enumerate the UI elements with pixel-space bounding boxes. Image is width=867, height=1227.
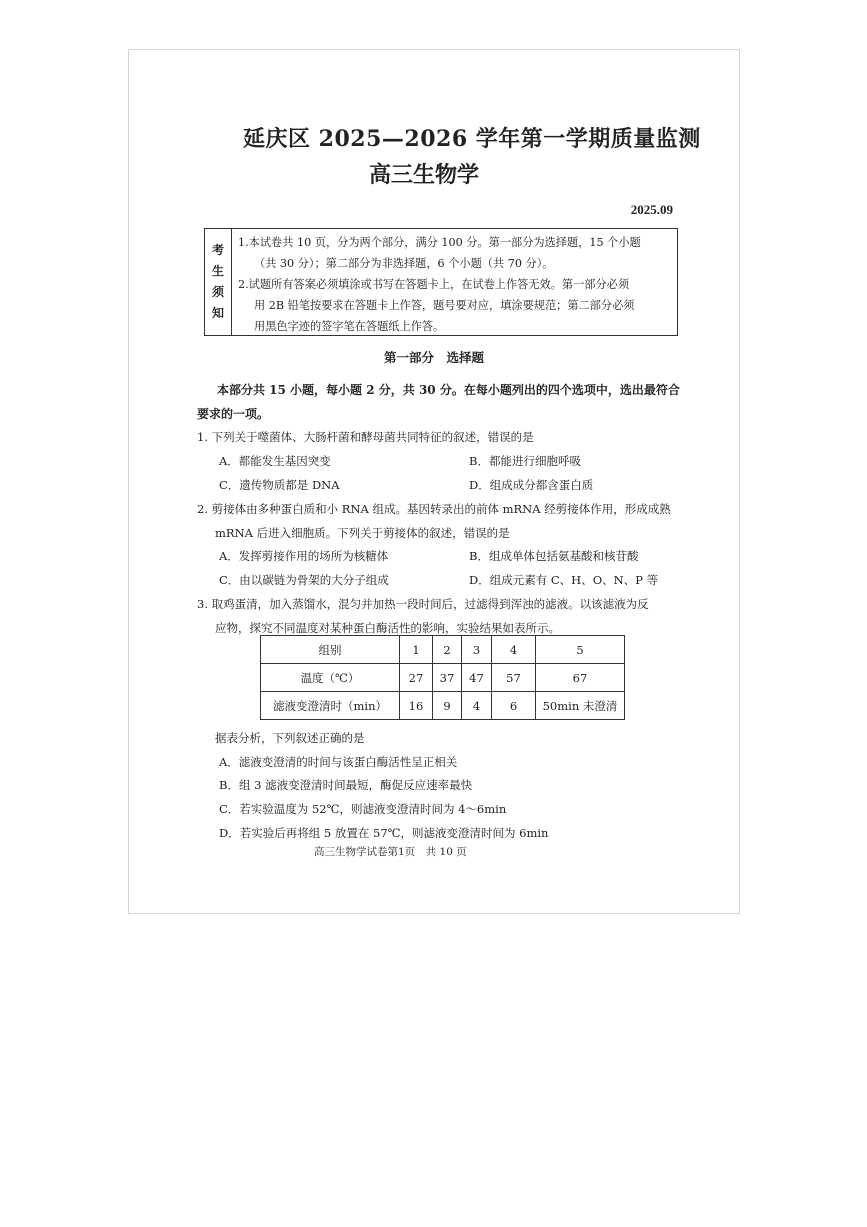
table-cell: 67: [536, 664, 625, 692]
row-label: 滤液变澄清时（min）: [261, 692, 400, 720]
experiment-table: [260, 635, 625, 720]
table-cell: 5: [536, 636, 625, 664]
table-cell: 9: [433, 692, 462, 720]
row-label: 组别: [261, 636, 400, 664]
notice-box: [204, 228, 678, 336]
section-instructions: 本部分共 15 小题，每小题 2 分，共 30 分。在每小题列出的四个选项中，选出最符合要求的一项。: [197, 383, 680, 421]
row-label: 温度（℃）: [261, 664, 400, 692]
section-title: 第一部分 选择题: [384, 350, 485, 365]
question-2-stem-cont: mRNA 后进入细胞质。下列关于剪接体的叙述，错误的是: [215, 526, 510, 540]
q3-option-d: D．若实验后再将组 5 放置在 57℃，则滤液变澄清时间为 6min: [219, 826, 549, 840]
q1-option-c: C．遗传物质都是 DNA: [219, 478, 340, 492]
q3-option-c: C．若实验温度为 52℃，则滤液变澄清时间为 4～6min: [219, 802, 507, 816]
table-cell: 2: [433, 636, 462, 664]
notice-text: [232, 229, 677, 335]
notice-label-char: 生: [211, 264, 224, 278]
table-row: [261, 692, 625, 720]
notice-label-char: 须: [211, 285, 224, 299]
table-cell: 4: [462, 692, 492, 720]
table-cell: 4: [492, 636, 536, 664]
notice-label-char: 知: [211, 306, 224, 320]
table-cell: 1: [400, 636, 433, 664]
q2-option-b: B．组成单体包括氨基酸和核苷酸: [469, 549, 639, 563]
notice-line: 1.本试卷共 10 页，分为两个部分，满分 100 分。第一部分为选择题，15 个小题: [238, 236, 641, 249]
table-cell: 27: [400, 664, 433, 692]
question-3-stem: 3. 取鸡蛋清，加入蒸馏水，混匀并加热一段时间后，过滤得到浑浊的滤液。以该滤液为反: [197, 597, 649, 611]
exam-subject: 高三生物学: [369, 162, 480, 188]
q3-option-a: A．滤液变澄清的时间与该蛋白酶活性呈正相关: [219, 755, 458, 769]
question-2-stem: 2. 剪接体由多种蛋白质和小 RNA 组成。基因转录出的前体 mRNA 经剪接体作用，形成成熟: [197, 502, 671, 516]
table-row: [261, 636, 625, 664]
notice-line: 2.试题所有答案必须填涂或书写在答题卡上，在试卷上作答无效。第一部分必须: [238, 278, 630, 291]
table-cell: 16: [400, 692, 433, 720]
table-cell: 3: [462, 636, 492, 664]
exam-title: 延庆区 2025—2026 学年第一学期质量监测: [243, 126, 701, 152]
q1-option-a: A．都能发生基因突变: [219, 454, 331, 468]
q2-option-a: A．发挥剪接作用的场所为核糖体: [219, 549, 389, 563]
q3-option-b: B．组 3 滤液变澄清时间最短，酶促反应速率最快: [219, 778, 473, 792]
page-footer: 高三生物学试卷第1页 共 10 页: [314, 846, 467, 858]
notice-label-char: 考: [211, 243, 224, 257]
q2-option-c: C．由以碳链为骨架的大分子组成: [219, 573, 389, 587]
q1-option-d: D．组成成分都含蛋白质: [469, 478, 594, 492]
exam-date: 2025.09: [630, 202, 673, 217]
question-3-stem-cont: 应物，探究不同温度对某种蛋白酶活性的影响，实验结果如表所示。: [215, 621, 560, 635]
table-row: [261, 664, 625, 692]
notice-label: [205, 229, 232, 335]
table-cell: 50min 未澄清: [536, 692, 625, 720]
table-cell: 37: [433, 664, 462, 692]
q1-option-b: B．都能进行细胞呼吸: [469, 454, 581, 468]
notice-line: 用黑色字迹的签字笔在答题纸上作答。: [254, 320, 445, 333]
question-1-stem: 1. 下列关于噬菌体、大肠杆菌和酵母菌共同特征的叙述，错误的是: [197, 430, 534, 444]
question-3-lead: 据表分析，下列叙述正确的是: [215, 731, 365, 745]
table-cell: 47: [462, 664, 492, 692]
exam-page: [128, 49, 740, 914]
table-cell: 6: [492, 692, 536, 720]
notice-line: （共 30 分）；第二部分为非选择题，6 个小题（共 70 分）。: [254, 257, 554, 270]
notice-line: 用 2B 铅笔按要求在答题卡上作答，题号要对应，填涂要规范；第二部分必须: [254, 299, 635, 312]
table-cell: 57: [492, 664, 536, 692]
q2-option-d: D．组成元素有 C、H、O、N、P 等: [469, 573, 659, 587]
